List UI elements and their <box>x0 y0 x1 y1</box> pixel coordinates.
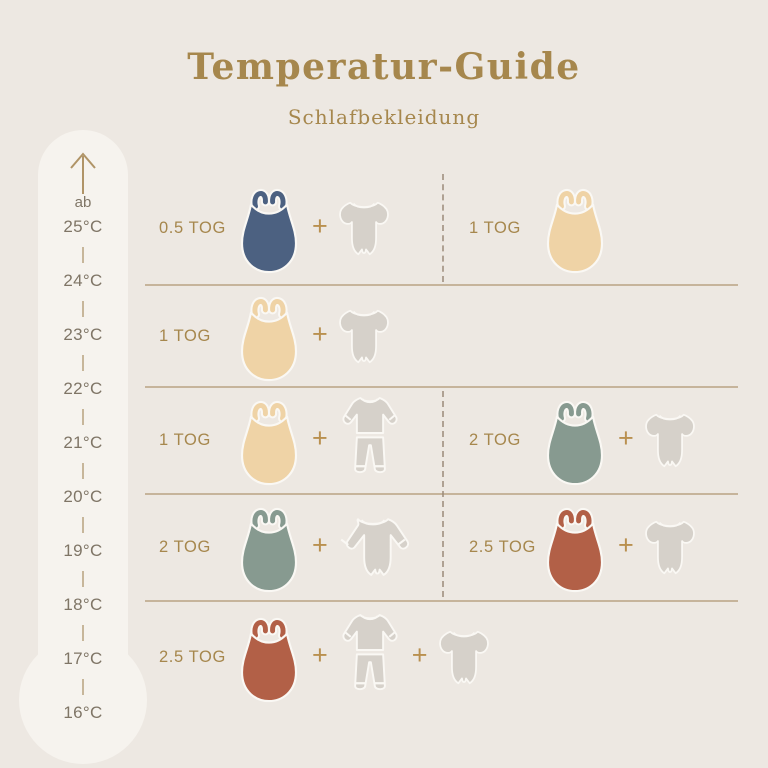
plus-icon: + <box>312 210 328 241</box>
bodysuit-short-icon <box>335 305 393 368</box>
tog-label: 2 TOG <box>469 430 521 449</box>
sleeping-bag-icon <box>233 394 305 486</box>
bodysuit-short-icon <box>335 197 393 260</box>
temperature-label: 24°C <box>63 271 103 290</box>
thermometer <box>38 130 128 766</box>
row-divider <box>145 284 738 286</box>
tog-label: 2 TOG <box>159 537 211 556</box>
row-left-group <box>145 387 443 493</box>
temperature-label: 20°C <box>63 487 103 506</box>
scale-tick <box>82 625 84 641</box>
plus-icon: + <box>312 639 328 670</box>
tog-label: 1 TOG <box>469 218 521 237</box>
tog-label: 0.5 TOG <box>159 218 226 237</box>
scale-tick <box>82 247 84 263</box>
page-subtitle: Schlafbekleidung <box>287 105 481 129</box>
scale-tick <box>82 409 84 425</box>
sleeping-bag-icon <box>233 501 305 593</box>
row-right-group <box>443 387 738 493</box>
sleeping-bag-icon <box>233 182 305 274</box>
temperature-row <box>145 601 738 713</box>
temperature-label: 18°C <box>63 595 103 614</box>
scale-prefix-label: ab <box>74 194 92 211</box>
scale-tick <box>82 571 84 587</box>
plus-icon: + <box>312 529 328 560</box>
tog-label: 1 TOG <box>159 430 211 449</box>
temperature-label: 22°C <box>63 379 103 398</box>
temperature-label: 16°C <box>63 703 103 722</box>
sleeping-bag-icon <box>233 290 305 382</box>
temperature-label: 23°C <box>63 325 103 344</box>
pajamas-icon <box>335 394 405 486</box>
pajamas-icon <box>335 611 405 703</box>
plus-icon: + <box>618 529 634 560</box>
sleeping-bag-icon <box>539 394 611 486</box>
row-right-group <box>443 494 738 600</box>
tog-label: 1 TOG <box>159 326 211 345</box>
rows <box>145 0 740 768</box>
plus-icon: + <box>411 639 428 670</box>
row-left-group <box>145 286 443 386</box>
plus-icon: + <box>312 422 328 453</box>
row-left-group <box>145 601 443 713</box>
temperature-label: 25°C <box>63 217 103 236</box>
scale-tick <box>82 355 84 371</box>
row-left-group <box>145 494 443 600</box>
scale-tick <box>82 679 84 695</box>
row-right-group <box>443 172 738 284</box>
bodysuit-long-icon <box>335 513 411 582</box>
temperature-label: 21°C <box>63 433 103 452</box>
sleeping-bag-icon <box>539 182 611 274</box>
column-divider-dashed <box>442 174 444 282</box>
row-divider <box>145 386 738 388</box>
scale-tick <box>82 463 84 479</box>
bodysuit-short-icon <box>641 409 699 472</box>
plus-icon: + <box>618 422 634 453</box>
tog-label: 2.5 TOG <box>469 537 536 556</box>
up-arrow-icon <box>38 148 128 196</box>
bodysuit-short-icon <box>641 516 699 579</box>
bodysuit-short-icon <box>435 626 493 689</box>
plus-icon: + <box>312 318 328 349</box>
temperature-row <box>145 286 738 386</box>
row-left-group <box>145 172 443 284</box>
scale-tick <box>82 301 84 317</box>
row-divider <box>145 600 738 602</box>
sleeping-bag-icon <box>233 611 305 703</box>
column-divider-dashed <box>442 391 444 597</box>
page-title: Temperatur-Guide <box>187 46 581 88</box>
temperature-label: 19°C <box>63 541 103 560</box>
sleeping-bag-icon <box>539 501 611 593</box>
temperature-label: 17°C <box>63 649 103 668</box>
tog-label: 2.5 TOG <box>159 647 226 666</box>
scale-tick <box>82 517 84 533</box>
